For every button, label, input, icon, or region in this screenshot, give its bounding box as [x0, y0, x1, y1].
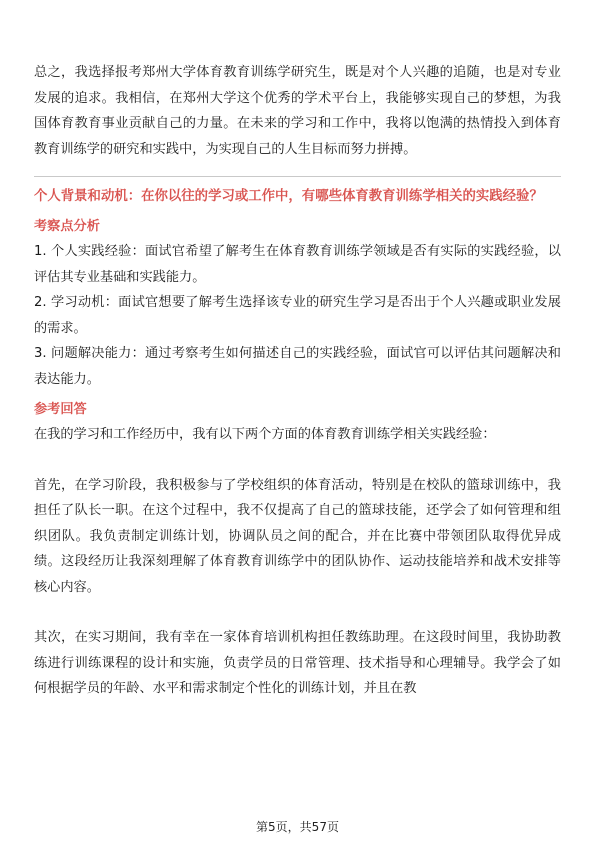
section-divider	[34, 176, 561, 177]
document-page	[34, 60, 561, 702]
page-footer: 第5页，共57页	[256, 820, 339, 834]
analysis-item-3: 3. 问题解决能力：通过考察考生如何描述自己的实践经验，面试官可以评估其问题解决和表达能力。	[34, 346, 561, 387]
spacer	[34, 392, 561, 400]
blank-line	[34, 600, 561, 625]
answer-lead: 在我的学习和工作经历中，我有以下两个方面的体育教育训练学相关实践经验：	[34, 427, 496, 442]
intro-paragraph: 总之，我选择报考郑州大学体育教育训练学研究生，既是对个人兴趣的追随，也是对专业发展的追求。我相信，在郑州大学这个优秀的学术平台上，我能够实现自己的梦想，为我国体育教育事业贡献自己的力量。在未来的学习和工作中，我将以饱满的热情投入到体育教育训练学的研究和实践中，为实现自己的人生目标而努力拼搏。	[34, 65, 561, 157]
analysis-item-1: 1. 个人实践经验：面试官希望了解考生在体育教育训练学领域是否有实际的实践经验，以评估其专业基础和实践能力。	[34, 244, 561, 285]
question-heading: 个人背景和动机：在你以往的学习或工作中，有哪些体育教育训练学相关的实践经验？	[34, 189, 543, 204]
analysis-item-2: 2. 学习动机：面试官想要了解考生选择该专业的研究生学习是否出于个人兴趣或职业发展的需求。	[34, 295, 561, 336]
answer-paragraph-1: 首先，在学习阶段，我积极参与了学校组织的体育活动，特别是在校队的篮球训练中，我担任了队长一职。在这个过程中，我不仅提高了自己的篮球技能，还学会了如何管理和组织团队。我负责制定训练计划，协调队员之间的配合，并在比赛中带领团队取得优异成绩。这段经历让我深刻理解了体育教育训练学中的团队协作、运动技能培养和战术安排等核心内容。	[34, 477, 561, 595]
answer-paragraph-2: 其次，在实习期间，我有幸在一家体育培训机构担任教练助理。在这段时间里，我协助教练进行训练课程的设计和实施，负责学员的日常管理、技术指导和心理辅导。我学会了如何根据学员的年龄、水平和需求制定个性化的训练计划，并且在教	[34, 630, 561, 696]
blank-line	[34, 448, 561, 473]
analysis-title: 考察点分析	[34, 219, 100, 234]
answer-title: 参考回答	[34, 402, 87, 417]
